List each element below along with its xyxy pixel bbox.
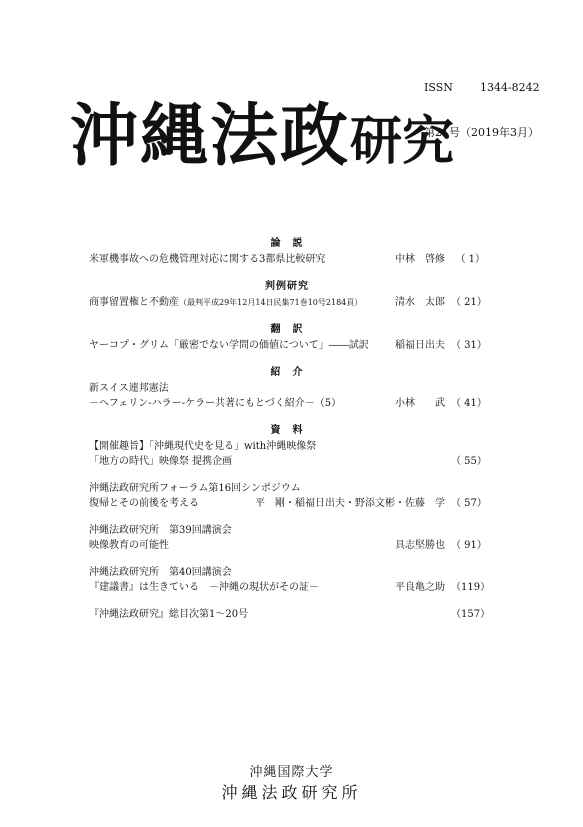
journal-title-sub: 研究	[350, 111, 455, 172]
toc-entry-line	[89, 381, 485, 396]
section-heading-shiryo: 資 料	[270, 425, 304, 436]
toc-entry	[89, 538, 485, 553]
table-of-contents	[89, 236, 491, 622]
toc-entry	[89, 338, 485, 353]
entry-author: 小林 武	[395, 398, 445, 409]
journal-title-main: 沖縄法政	[70, 96, 351, 176]
entry-title: ヤーコプ・グリム「厳密でない学問の価値について」――試訳	[89, 340, 369, 351]
entry-page: （ 41）	[451, 398, 487, 409]
toc-entry-line	[89, 565, 485, 580]
toc-entry	[89, 396, 485, 411]
entry-page: （ 55）	[451, 456, 487, 467]
entry-title: 沖縄法政研究所フォーラム第16回シンポジウム	[89, 483, 301, 494]
entry-title: 沖縄法政研究所 第39回講演会	[89, 525, 232, 536]
entry-page: （ 31）	[451, 340, 487, 351]
toc-entry	[89, 295, 485, 310]
entry-title: 【開催趣旨】「沖縄現代史を見る」with沖縄映像祭	[89, 441, 317, 452]
section-heading-hanrei: 判例研究	[265, 281, 309, 292]
toc-entry	[89, 496, 485, 511]
entry-subtitle: 復帰とその前後を考える	[89, 498, 199, 509]
entry-page: （ 91）	[451, 540, 487, 551]
entry-page: （157）	[451, 609, 491, 620]
entry-author: 稲福日出夫	[395, 340, 445, 351]
entry-subtitle: 「地方の時代」映像祭 提携企画	[89, 456, 233, 467]
toc-entry	[89, 454, 485, 469]
journal-title	[70, 96, 455, 176]
toc-entry-line	[89, 523, 485, 538]
entry-author: 平良亀之助	[395, 582, 445, 593]
entry-title: 『沖縄法政研究』総目次第1～20号	[89, 609, 249, 620]
section-heading-shokai: 紹 介	[270, 367, 304, 378]
entry-page: （ 1）	[455, 254, 485, 265]
publisher-institute: 沖縄法政研究所	[221, 783, 362, 802]
section-heading-ronsetsu: 論 説	[270, 238, 304, 249]
entry-title: 米軍機事故への危機管理対応に関する3都県比較研究	[89, 254, 326, 265]
toc-entry	[89, 252, 485, 267]
entry-title: 新スイス連邦憲法	[89, 383, 169, 394]
entry-author: 清水 太郎	[395, 297, 445, 308]
entry-authors: 平 剛・稲福日出夫・野添文彬・佐藤 学	[255, 498, 445, 509]
toc-entry	[89, 607, 491, 622]
entry-title: 沖縄法政研究所 第40回講演会	[89, 567, 232, 578]
entry-subtitle: 映像教育の可能性	[89, 540, 169, 551]
entry-subtitle: 『建議書』は生きている －沖縄の現状がその証－	[89, 582, 319, 593]
toc-entry-line	[89, 439, 485, 454]
entry-page: （ 57）	[451, 498, 487, 509]
entry-author: 具志堅勝也	[395, 540, 445, 551]
toc-entry	[89, 580, 491, 595]
entry-title	[89, 295, 362, 310]
section-heading-honyaku: 翻 訳	[270, 324, 304, 335]
entry-page: （ 21）	[451, 297, 487, 308]
entry-subtitle: －ヘフェリン-ハラー-ケラー共著にもとづく紹介－（5）	[89, 398, 342, 409]
publisher-university: 沖縄国際大学	[249, 765, 334, 780]
entry-title-text: 商事留置権と不動産	[89, 297, 179, 308]
entry-page: （119）	[451, 582, 491, 593]
entry-author: 中林 啓修	[395, 254, 445, 265]
issue-number: 第21号（2019年3月）	[424, 126, 539, 139]
toc-entry-line	[89, 481, 485, 496]
issn-number: ISSN 1344-8242	[424, 81, 540, 94]
entry-note: （最判平成29年12月14日民集71巻10号2184頁）	[179, 298, 363, 307]
